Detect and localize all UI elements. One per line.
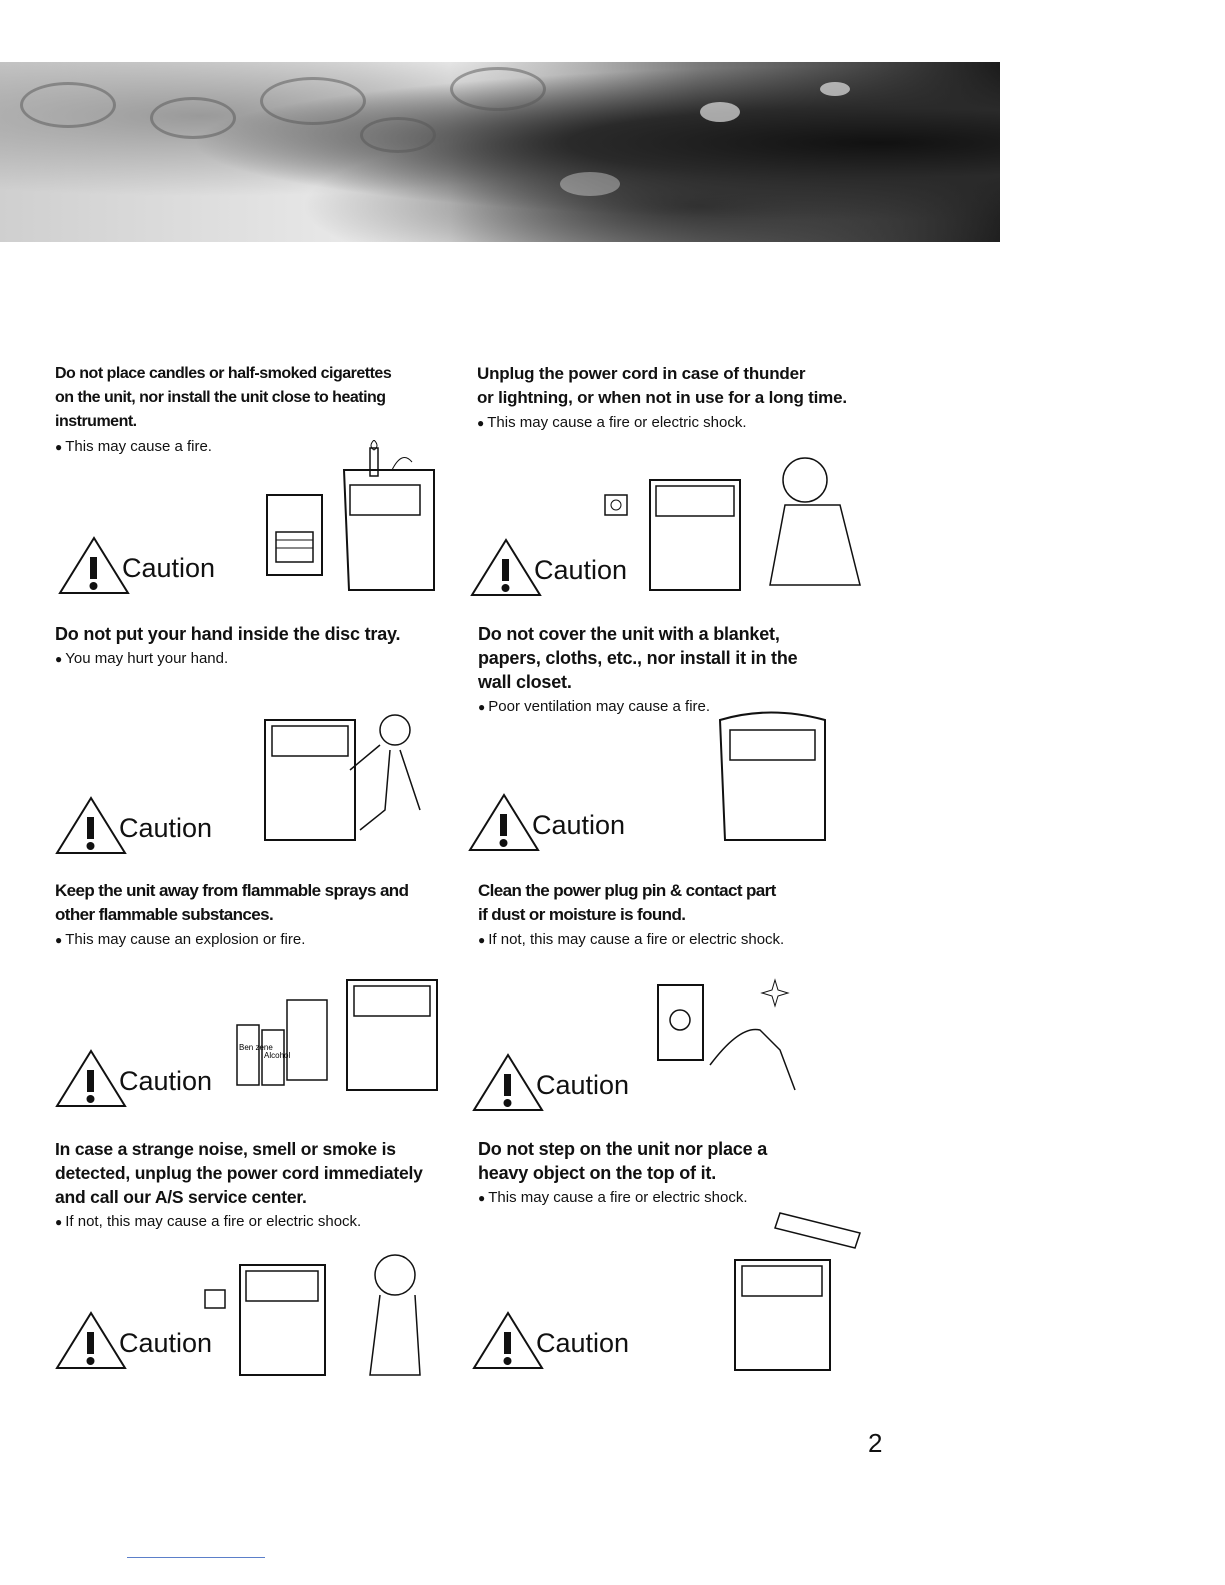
bullet-icon: ●: [55, 652, 63, 666]
heavy-object-illustration: [710, 1205, 870, 1375]
bullet-icon: ●: [55, 440, 63, 454]
caution-label: Caution: [532, 810, 626, 840]
title-line: or lightning, or when not in use for a long time.: [477, 388, 847, 407]
warning-note: You may hurt your hand.: [65, 650, 229, 667]
caution-label: Caution: [536, 1070, 630, 1100]
warning-triangle-icon: [55, 1310, 127, 1370]
warning-note: If not, this may cause a fire or electric shock.: [65, 1213, 362, 1230]
warning-note: This may cause a fire or electric shock.: [488, 1189, 748, 1206]
warning-step: [478, 1137, 898, 1209]
caution-mark: [55, 795, 212, 855]
title-line: Clean the power plug pin & contact part: [478, 881, 776, 900]
bottle-label-alcohol: Alcohol: [264, 1051, 291, 1060]
unplug-unit-illustration: [600, 440, 865, 600]
warning-triangle-icon: [55, 1048, 127, 1108]
caution-label: Caution: [534, 555, 628, 585]
bullet-icon: ●: [55, 1215, 63, 1229]
title-line: Do not put your hand inside the disc tray.: [55, 624, 401, 644]
title-line: In case a strange noise, smell or smoke is: [55, 1139, 396, 1159]
hand-in-tray-illustration: [260, 690, 435, 850]
caution-label: Caution: [119, 1328, 213, 1358]
title-line: Keep the unit away from flammable sprays and: [55, 881, 409, 900]
caution-label: Caution: [122, 553, 216, 583]
call-service-illustration: [200, 1240, 445, 1380]
flammable-bottles-illustration: [232, 970, 442, 1095]
title-line: on the unit, nor install the unit close to heating: [55, 389, 386, 406]
title-line: Unplug the power cord in case of thunder: [477, 364, 806, 383]
warning-triangle-icon: [58, 535, 130, 595]
warning-triangle-icon: [55, 795, 127, 855]
caution-mark: [472, 1310, 629, 1370]
bottle-label-benzene: Ben zene: [239, 1043, 273, 1052]
warning-note: This may cause a fire or electric shock.: [487, 414, 747, 431]
title-line: wall closet.: [478, 672, 572, 692]
caution-mark: [472, 1052, 629, 1112]
title-line: other flammable substances.: [55, 905, 274, 924]
warning-note: This may cause an explosion or fire.: [65, 931, 306, 948]
title-line: Do not cover the unit with a blanket,: [478, 624, 780, 644]
caution-mark: [468, 792, 625, 852]
clean-plug-illustration: [650, 975, 820, 1095]
caution-label: Caution: [536, 1328, 630, 1358]
title-line: and call our A/S service center.: [55, 1187, 307, 1207]
caution-mark: [55, 1310, 212, 1370]
caution-label: Caution: [119, 813, 213, 843]
warning-triangle-icon: [470, 537, 542, 597]
warning-disc-tray: [55, 622, 475, 670]
title-line: instrument.: [55, 413, 137, 430]
title-line: heavy object on the top of it.: [478, 1163, 717, 1183]
header-banner-image: [0, 62, 1000, 242]
bullet-icon: ●: [477, 416, 485, 430]
title-line: Do not place candles or half-smoked cigarettes: [55, 365, 392, 382]
footer-rule: [127, 1557, 265, 1558]
warning-note: This may cause a fire.: [65, 438, 212, 455]
heater-and-unit-illustration: [262, 440, 442, 600]
page-number: 2: [868, 1428, 883, 1458]
caution-mark: [58, 535, 215, 595]
warning-noise: [55, 1137, 475, 1233]
title-line: Do not step on the unit nor place a: [478, 1139, 768, 1159]
caution-label: Caution: [119, 1066, 213, 1096]
warning-triangle-icon: [468, 792, 540, 852]
title-line: detected, unplug the power cord immediately: [55, 1163, 423, 1183]
warning-sprays: [55, 879, 475, 951]
title-line: papers, cloths, etc., nor install it in the: [478, 648, 798, 668]
bullet-icon: ●: [478, 700, 486, 714]
warning-triangle-icon: [472, 1310, 544, 1370]
caution-mark: [55, 1048, 212, 1108]
warning-note: If not, this may cause a fire or electric shock.: [488, 931, 785, 948]
covered-unit-illustration: [715, 710, 845, 850]
title-line: if dust or moisture is found.: [478, 905, 686, 924]
bullet-icon: ●: [478, 933, 486, 947]
bullet-icon: ●: [55, 933, 63, 947]
warning-note: Poor ventilation may cause a fire.: [488, 698, 711, 715]
warning-blanket: [478, 622, 898, 718]
bullet-icon: ●: [478, 1191, 486, 1205]
warning-thunder: [477, 362, 897, 434]
warning-triangle-icon: [472, 1052, 544, 1112]
warning-plug-pin: [478, 879, 898, 951]
